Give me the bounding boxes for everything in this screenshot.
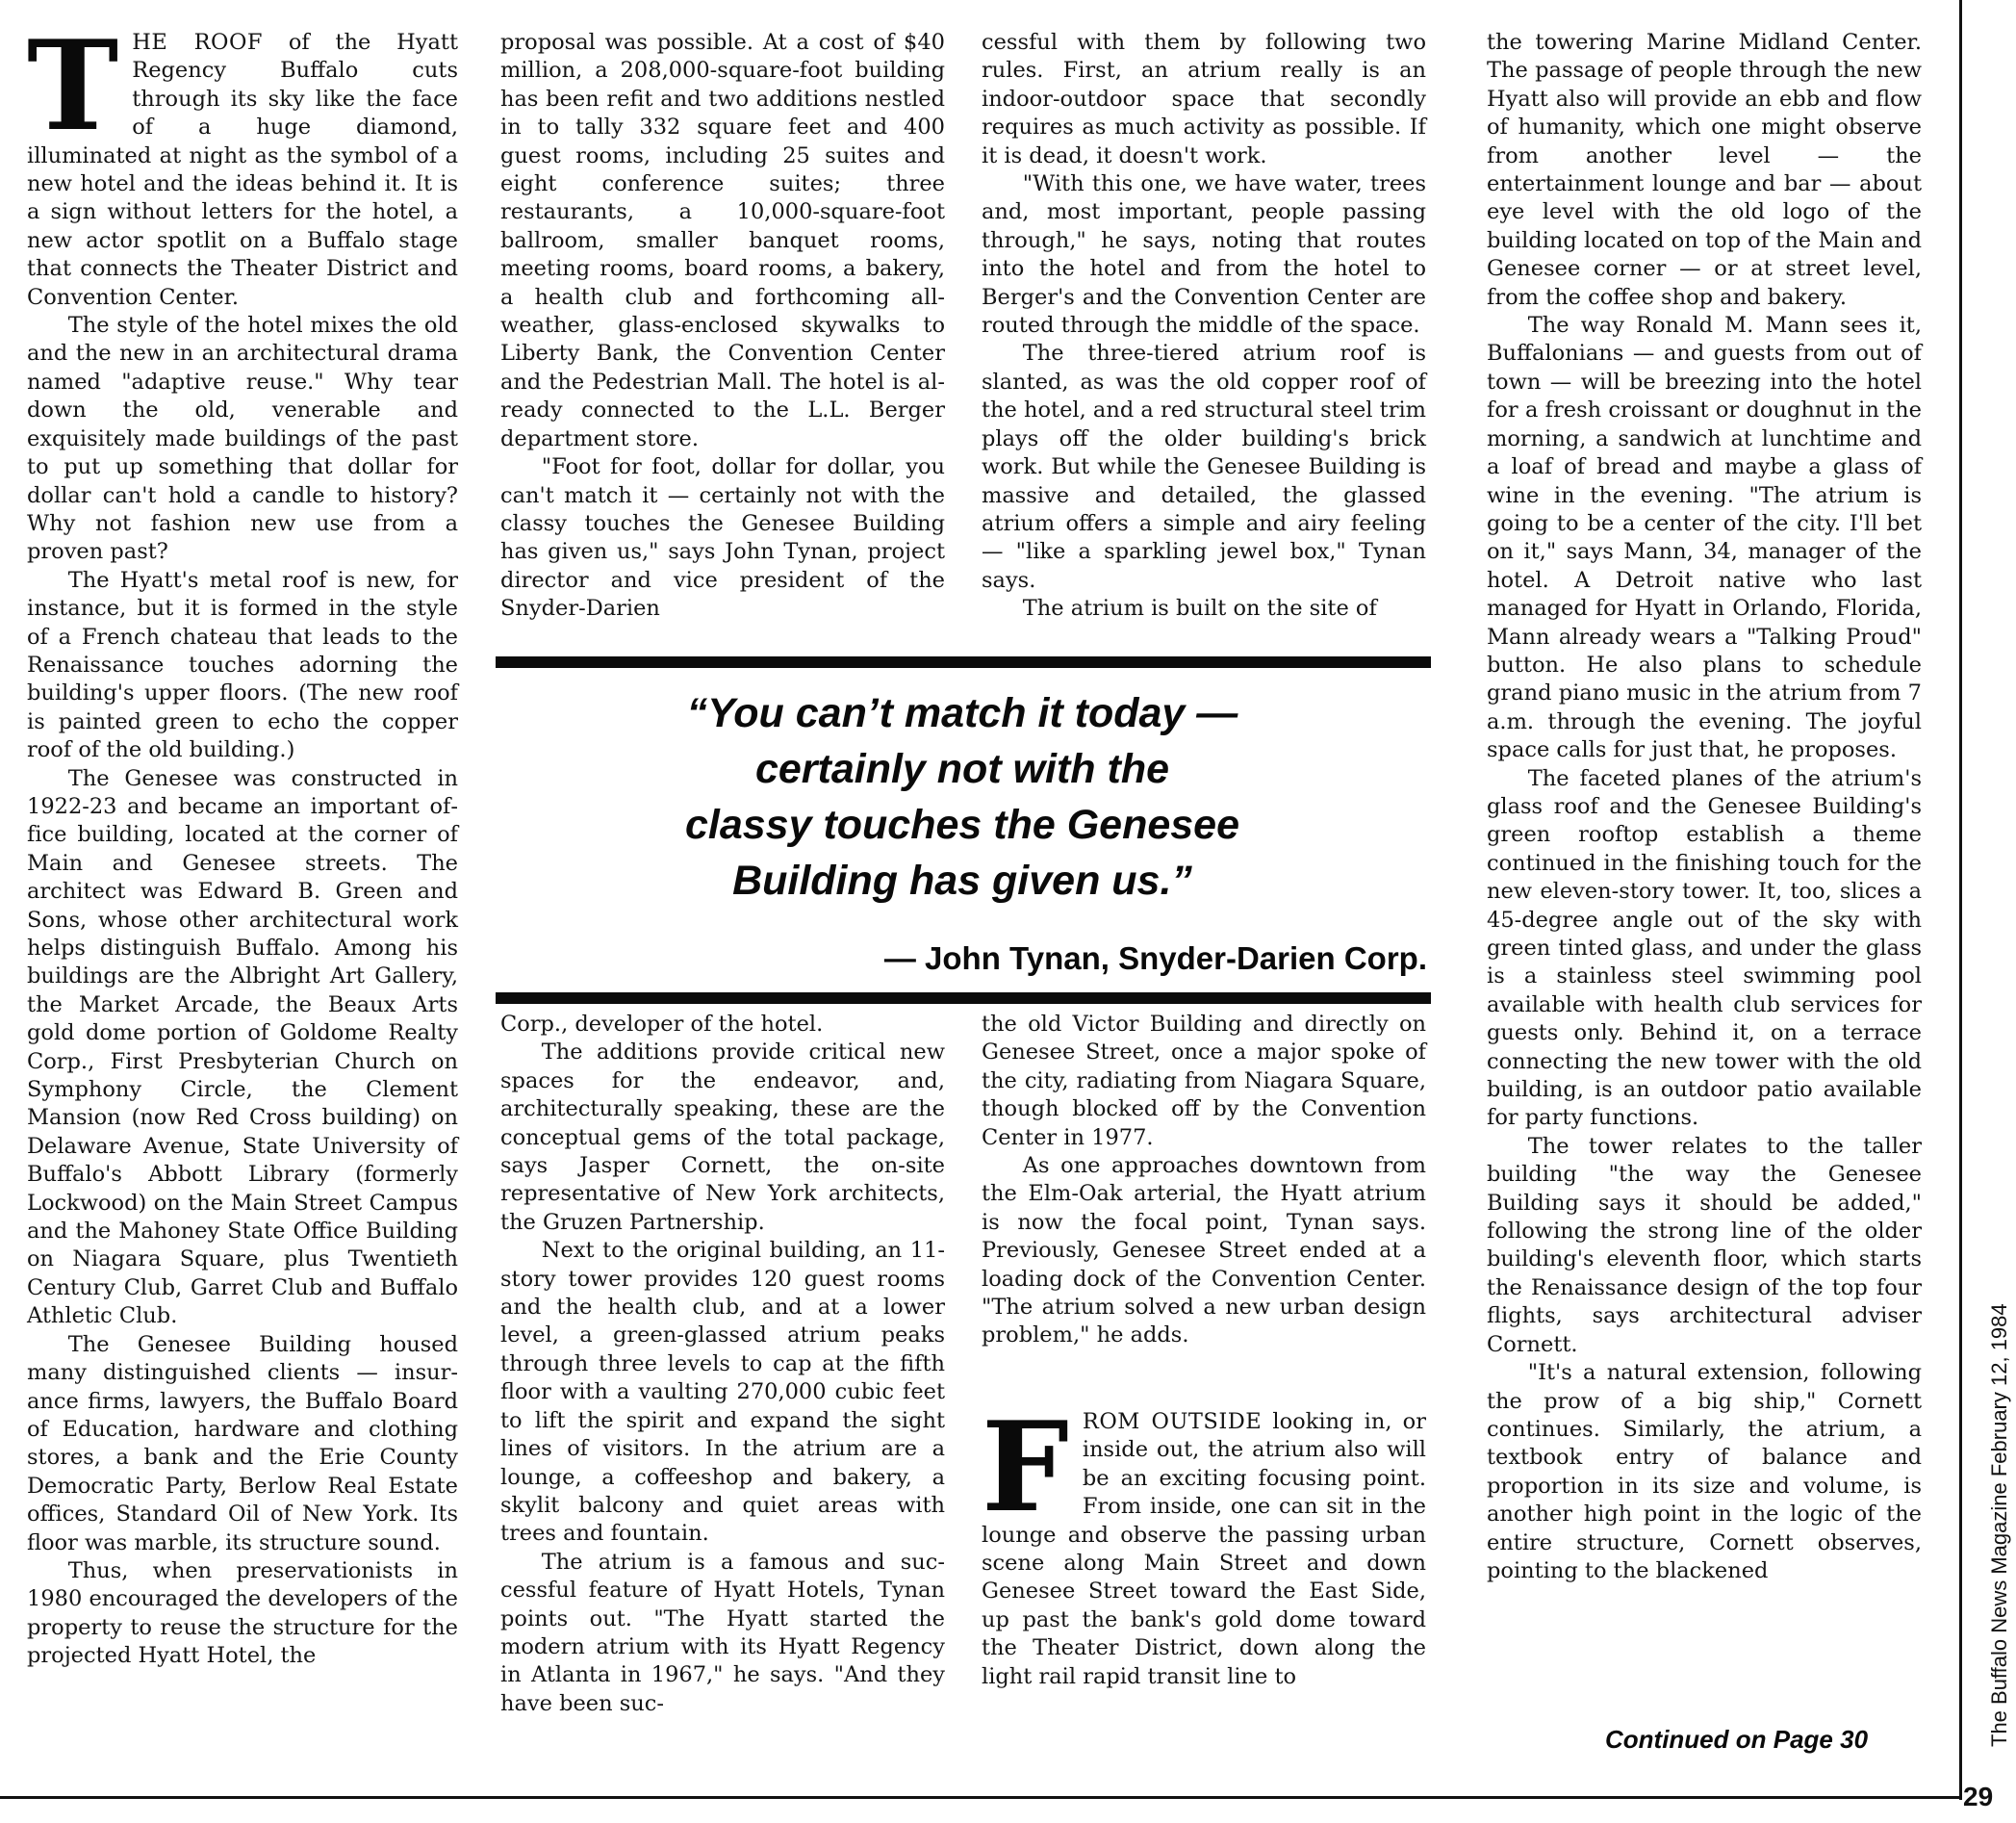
paragraph: The way Ronald M. Mann sees it, Buffalonians — and guests from out of town — will be breezing into the hotel for a fresh croissant or doughnut in the morning, a sandwich at lunchtime and a loaf of bread and maybe a glass of wine in the evening. "The atrium is going to be a center of the city. I'll bet on it," says Mann, 34, manager of the hotel. A Detroit native who last managed for Hyatt in Orlando, Florida, Mann already wears a "Talking Proud" button. He also plans to schedule grand piano music in the atrium from 7 a.m. through the evening. The joyful space calls for just that, he proposes. [1487,313,1922,763]
paragraph: Corp., developer of the hotel. [500,1012,824,1037]
margin-rule-vertical [1959,0,1962,1800]
publication-footer: The Buffalo News Magazine February 12, 1984 [1987,1303,2011,1747]
paragraph: the towering Marine Midland Center. The passage of people through the new Hyatt also will provide an ebb and flow of humanity, which one might observe from another level — the entertainment lounge and bar — about eye level with the old logo of the building located on top of the Main and Genesee corner — or at street level, from the coffee shop and bakery. [1487,30,1922,310]
pull-quote-line: “You can’t match it today — [686,690,1238,736]
paragraph: The faceted planes of the atrium's glass roof and the Genesee Building's green rooftop establish a theme continued in the finishing touch for the new eleven-story tower. It, too, slices a 45-degree angle out of the sky with green tinted glass, and under the glass is a stainless steel swimming pool available with health club services for guests only. Behind it, on a terrace connecting the new tower with the old building, is an outdoor patio available for party functions. [1487,765,1922,1131]
paragraph: The three-tiered atrium roof is slanted, as was the old copper roof of the hotel, and a red structural steel trim plays off the older building's brick work. But while the Genesee Building is massive and detailed, the glassed atrium offers a simple and airy feeling — "like a sparkling jewel box," Tynan says. [982,341,1426,593]
drop-cap: F [982,1395,1069,1540]
margin-rule-horizontal [0,1796,1962,1799]
paragraph: The tower relates to the taller building "the way the Genesee Building says it should be added," following the strong line of the older building's eleventh floor, which starts the Renaissance design of the top four flights, says architectural adviser Cornett. [1487,1133,1922,1357]
article-column-2-bottom [500,1011,945,1718]
paragraph: Next to the original building, an 11-story tower provides 120 guest rooms and the health club, and at a lower level, a green-glassed atrium peaks through three levels to cap at the fifth floor with a vaulting 270,000 cubic feet to lift the spirit and expand the sight lines of visitors. In the atrium are a lounge, a coffeeshop and bakery, a skylit balcony and quiet areas with trees and fountain. [500,1238,945,1547]
page-number: 29 [1963,1782,1994,1811]
paragraph: The atrium is built on the site of [1022,596,1377,622]
pull-quote-attribution: — John Tynan, Snyder-Darien Corp. [883,940,1427,976]
paragraph: "It's a natural extension, following the prow of a big ship," Cornett continues. Similarly, the atrium, a textbook entry of balance and proportion in its size and volume, is another high point in the logic of the entire structure, Cornett observes, pointing to the blackened [1487,1360,1922,1583]
pull-quote-line: Building has given us.” [732,858,1192,904]
paragraph: As one approaches downtown from the Elm-Oak arterial, the Hyatt atrium is now the focal point, Tynan says. Previously, Genesee Street ended at a loading dock of the Convention Center. "The atrium solved a new urban design problem," he adds. [982,1153,1426,1348]
paragraph: "Foot for foot, dollar for dollar, you can't match it — certainly not with the classy touches the Genesee Building has given us," says John Tynan, project director and vice president of the Snyder-Darien [500,454,945,622]
article-column-3-bottom [982,1011,1426,1691]
article-column-2-top [500,29,945,624]
paragraph: "With this one, we have water, trees and, most important, people passing through," he says, noting that routes into the hotel and from the hotel to Berger's and the Convention Center are routed through the middle of the space. [982,171,1426,339]
paragraph: the old Victor Building and directly on Genesee Street, once a major spoke of the city, radiating from Niagara Square, though blocked off by the Convention Center in 1977. [982,1012,1426,1150]
paragraph: cessful with them by following two rules. First, an atrium really is an indoor-outdoor space that secondly requires as much activity as possible. If it is dead, it doesn't work. [982,30,1426,168]
paragraph: THE ROOF of the Hyatt Regency Buffalo cuts through its sky like the face of a huge diamond, illuminated at night as the symbol of a new hotel and the ideas behind it. It is a sign without letters for the hotel, a new actor spotlit on a Buffalo stage that connects the Theater District and Convention Center. [27,14,458,310]
pull-quote-line: classy touches the Genesee [684,802,1239,848]
pull-quote-rule-bottom [496,992,1431,1004]
paragraph: The atrium is a famous and successful feature of Hyatt Hotels, Tynan points out. "The Hyatt started the modern atrium with its Hyatt Regency in Atlanta in 1967," he says. "And they have been suc- [500,1549,945,1716]
paragraph: The additions provide critical new spaces for the endeavor, and, architecturally speaking, these are the conceptual gems of the total package, says Jasper Cornett, the on-site representative of New York architects, the Gruzen Partnership. [500,1040,945,1235]
paragraph: The Genesee was constructed in 1922-23 and became an important office building, located at the corner of Main and Genesee streets. The architect was Edward B. Green and Sons, whose other architectural work helps distinguish Buffalo. Among his buildings are the Albright Art Gallery, the Market Arcade, the Beaux Arts gold dome portion of Goldome Realty Corp., First Presbyterian Church on Symphony Circle, the Clement Mansion (now Red Cross building) on Delaware Avenue, State University of Buffalo's Abbott Library (formerly Lockwood) on the Main Street Campus and the Mahoney State Office Building on Niagara Square, plus Twentieth Century Club, Garret Club and Buffalo Athletic Club. [27,765,458,1329]
lead-in: ROM OUTSIDE [1082,1408,1263,1434]
pull-quote-line: certainly not with the [754,746,1170,792]
paragraph: The Genesee Building housed many distinguished clients — insurance firms, lawyers, the Buffalo Board of Education, hardware and clothing stores, a bank and the Erie County Democratic Party, Berlow Real Estate offices, Standard Oil of New York. Its floor was marble, its structure sound. [27,1331,458,1555]
lead-in: HE ROOF [132,30,264,55]
paragraph: proposal was possible. At a cost of $40 million, a 208,000-square-foot building has been refit and two additions nestled in to tally 332 square feet and 400 guest rooms, including 25 suites and eight conference suites; three restaurants, a 10,000-square-foot ballroom, smaller banquet rooms, meeting rooms, board rooms, a bakery, a health club and forthcoming all-weather, glass-enclosed skywalks to Liberty Bank, the Convention Center and the Pedestrian Mall. The hotel is already connected to the L.L. Berger department store. [500,30,945,451]
drop-cap: T [27,14,119,159]
paragraph: The Hyatt's metal roof is new, for instance, but it is formed in the style of a French chateau that leads to the Renaissance touches adorning the building's upper floors. (The new roof is painted green to echo the copper roof of the old building.) [27,567,458,763]
paragraph: Thus, when preservationists in 1980 encouraged the developers of the property to reuse the structure for the projected Hyatt Hotel, the [27,1557,458,1669]
continued-on-page: Continued on Page 30 [1605,1725,1869,1754]
article-column-3-top [982,29,1426,624]
pull-quote-rule-top [496,656,1431,668]
article-column-4 [1487,29,1922,1585]
paragraph: The style of the hotel mixes the old and the new in an architectural drama named "adaptive reuse." Why tear down the old, venerable and exquisitely made buildings of the past to put up something that dollar for dollar can't hold a candle to history? Why not fashion new use from a proven past? [27,313,458,565]
paragraph: FROM OUTSIDE looking in, or inside out, the atrium also will be an exciting focusing point. From inside, one can sit in the lounge and observe the passing urban scene along Main Street and down Genesee Street toward the East Side, up past the bank's gold dome toward the Theater District, down along the light rail rapid transit line to [982,1395,1426,1689]
article-column-1 [27,14,458,1671]
pull-quote [500,685,1424,909]
